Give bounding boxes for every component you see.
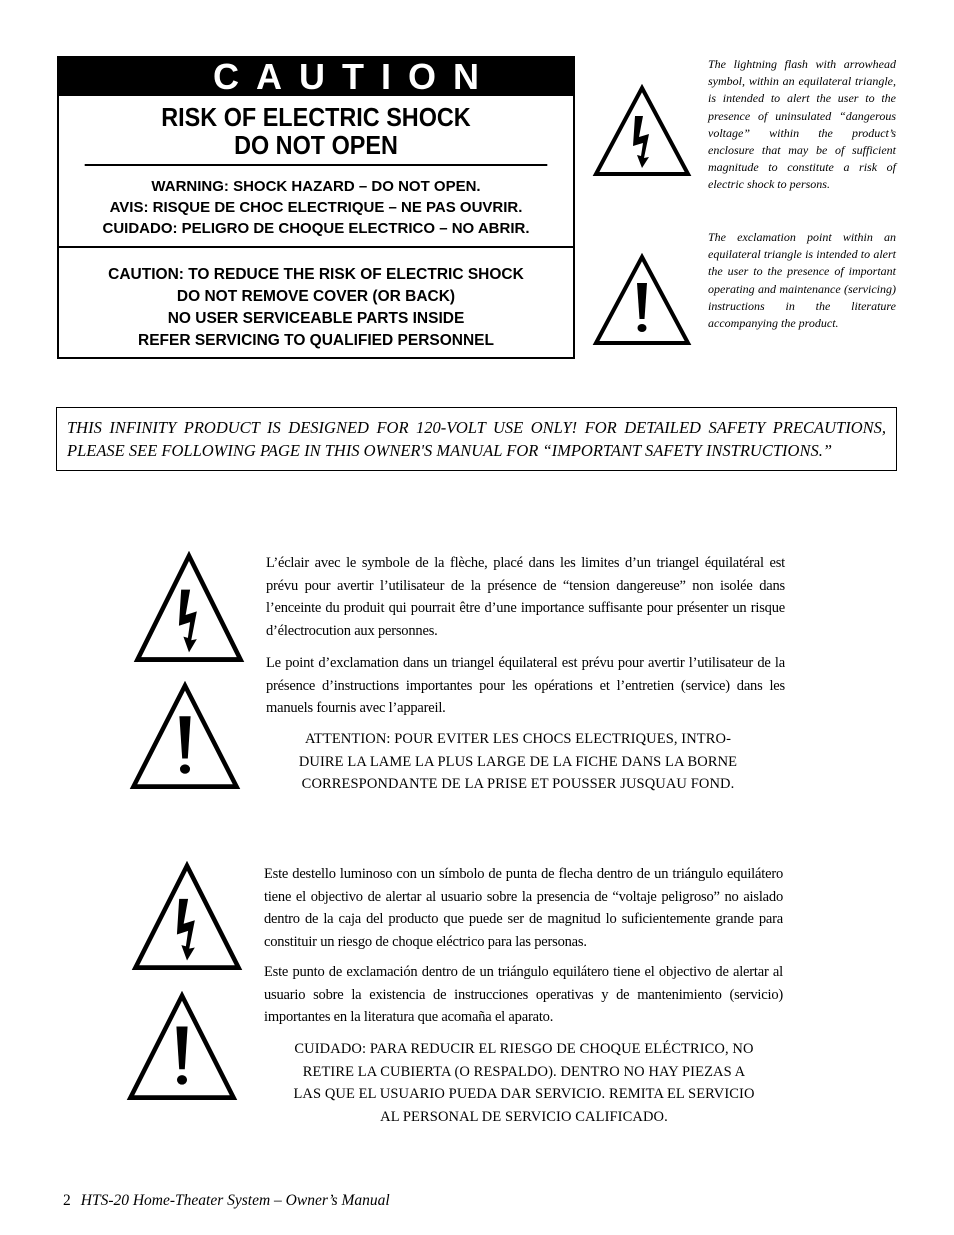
caution-instructions-section bbox=[59, 251, 573, 357]
caution-line: CUIDADO: PARA REDUCIR EL RIESGO DE CHOQUE ELÉCTRICO, NO bbox=[294, 1041, 754, 1057]
multilingual-warning-section bbox=[59, 168, 573, 248]
caution-label bbox=[57, 56, 575, 359]
warning-line: WARNING: SHOCK HAZARD – DO NOT OPEN. bbox=[151, 178, 481, 195]
exclamation-warning-icon bbox=[126, 991, 238, 1100]
french-exclamation-paragraph: Le point d’exclamation dans un triangel équilateral est prévu pour avertir l’utilisateur de la présence d’instructions importantes pour les opérations et l’entretien (service) dans les manuels fournis avec l’appareil. bbox=[266, 655, 785, 716]
spanish-exclamation-paragraph: Este punto de exclamación dentro de un triángulo equilátero tiene el objectivo de alertar al usuario sobre la existencia de instrucciones operativas y de mantenimiento (servicio) importantes en la literatura que acomaña el aparato. bbox=[264, 964, 783, 1025]
lightning-warning-icon bbox=[131, 861, 243, 970]
instruction-line: NO USER SERVICEABLE PARTS INSIDE bbox=[167, 310, 465, 327]
manual-title: HTS-20 Home-Theater System – Owner’s Manual bbox=[80, 1192, 390, 1209]
warning-line: AVIS: RISQUE DE CHOC ELECTRIQUE – NE PAS OUVRIR. bbox=[109, 199, 523, 216]
lightning-symbol-note: The lightning flash with arrowhead symbol, within an equilateral triangle, is intended to alert the user to the presence of uninsulated “dangerous voltage” within the product’s enclosure that may be of sufficient magnitude to constitute a risk of electric shock to persons. bbox=[708, 57, 896, 192]
risk-line: DO NOT OPEN bbox=[234, 130, 398, 160]
instruction-line: CAUTION: TO REDUCE THE RISK OF ELECTRIC SHOCK bbox=[108, 266, 524, 283]
exclamation-symbol-note: The exclamation point within an equilateral triangle is intended to alert the user to the presence of important operating and maintenance (servicing) instructions in the literature accompanying the product. bbox=[708, 230, 896, 331]
french-lightning-paragraph: L’éclair avec le symbole de la flèche, placé dans les limites d’un triangel équilatéral est prévu pour avertir l’utilisateur de la présence de “tension dangereuse” non isolée dans l’enceinte du produit qui pourrait être d’une importance suffisante pour présenter un risque d’électrocution aux personnes. bbox=[266, 555, 785, 639]
caution-line: LAS QUE EL USUARIO PUEDA DAR SERVICIO. REMITA EL SERVICIO bbox=[293, 1086, 755, 1102]
instruction-line: DO NOT REMOVE COVER (OR BACK) bbox=[176, 288, 456, 305]
caution-line: RETIRE LA CUBIERTA (O RESPALDO). DENTRO NO HAY PIEZAS A bbox=[302, 1063, 746, 1080]
lightning-warning-icon bbox=[592, 84, 692, 176]
attention-line: DUIRE LA LAME LA PLUS LARGE DE LA FICHE DANS LA BORNE bbox=[298, 753, 738, 770]
spanish-caution-notice bbox=[262, 1038, 786, 1128]
attention-line: ATTENTION: POUR EVITER LES CHOCS ELECTRIQUES, INTRO- bbox=[304, 731, 732, 747]
caution-header: CAUTION bbox=[59, 58, 573, 96]
spanish-lightning-paragraph: Este destello luminoso con un símbolo de punta de flecha dentro de un triángulo equilátero tiene el objectivo de alertar al usuario sobre la presencia de “voltaje peligroso” no aislado dentro de la caja del producto que puede ser de magnitud lo suficientemente grande para constituir un riesgo de choque eléctrico para las personas. bbox=[264, 866, 783, 950]
french-attention-notice bbox=[266, 728, 770, 796]
risk-of-shock-section bbox=[85, 96, 548, 166]
exclamation-warning-icon bbox=[592, 253, 692, 345]
voltage-safety-notice: THIS INFINITY PRODUCT IS DESIGNED FOR 120-VOLT USE ONLY! FOR DETAILED SAFETY PRECAUTIONS, PLEASE SEE FOLLOWING PAGE IN THIS OWNER'S MANUAL FOR “IMPORTANT SAFETY INSTRUCTIONS.” bbox=[56, 407, 897, 471]
caution-line: AL PERSONAL DE SERVICIO CALIFICADO. bbox=[380, 1108, 668, 1125]
attention-line: CORRESPONDANTE DE LA PRISE ET POUSSER JUSQUAU FOND. bbox=[301, 776, 735, 792]
page-number: 2 bbox=[63, 1192, 71, 1209]
page-footer bbox=[63, 1192, 390, 1210]
warning-line: CUIDADO: PELIGRO DE CHOQUE ELECTRICO – NO ABRIR. bbox=[102, 220, 530, 237]
instruction-line: REFER SERVICING TO QUALIFIED PERSONNEL bbox=[138, 332, 494, 349]
risk-line: RISK OF ELECTRIC SHOCK bbox=[161, 102, 471, 132]
exclamation-warning-icon bbox=[129, 681, 241, 789]
lightning-warning-icon bbox=[133, 551, 245, 662]
